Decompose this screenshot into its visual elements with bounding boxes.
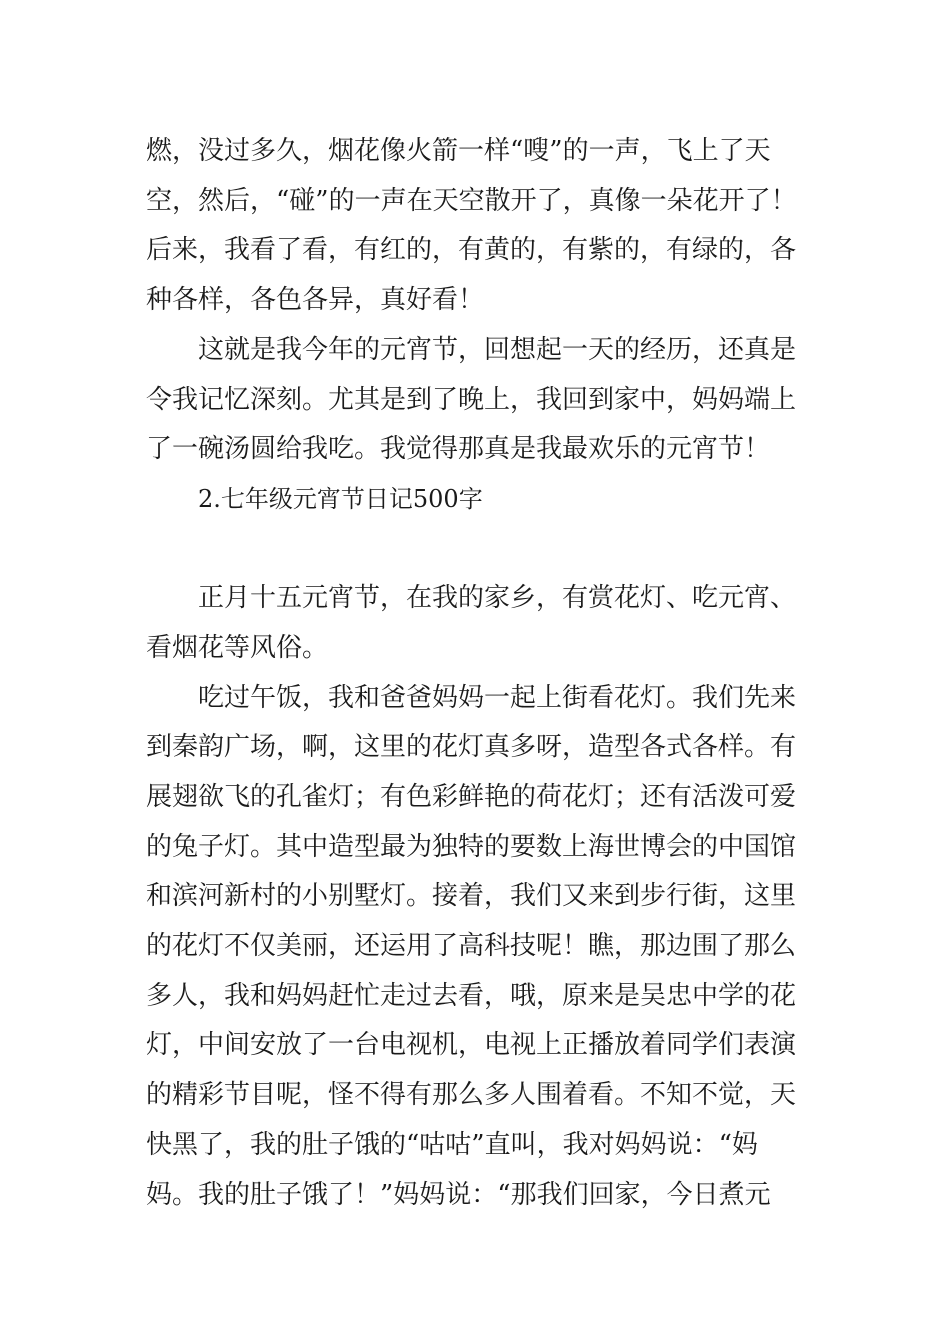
- text-line: 吃过午饭，我和爸爸妈妈一起上街看花灯。我们先来: [198, 683, 797, 713]
- text-line: 令我记忆深刻。尤其是到了晚上，我回到家中，妈妈端上: [146, 385, 797, 415]
- text-line: 空，然后，“碰”的一声在天空散开了，真像一朵花开了！: [146, 186, 797, 216]
- text-line: 的精彩节目呢，怪不得有那么多人围着看。不知不觉，天: [146, 1080, 797, 1110]
- text-line: 这就是我今年的元宵节，回想起一天的经历，还真是: [198, 335, 797, 365]
- text-line: 展翅欲飞的孔雀灯；有色彩鲜艳的荷花灯；还有活泼可爱: [146, 782, 797, 812]
- text-line: 燃，没过多久，烟花像火箭一样“嗖”的一声，飞上了天: [146, 136, 771, 166]
- text-line: 妈。我的肚子饿了！”妈妈说：“那我们回家，今日煮元: [146, 1180, 771, 1210]
- text-line: 灯，中间安放了一台电视机，电视上正播放着同学们表演: [146, 1030, 797, 1060]
- text-line: 到秦韵广场，啊，这里的花灯真多呀，造型各式各样。有: [146, 732, 797, 762]
- text-line: 了一碗汤圆给我吃。我觉得那真是我最欢乐的元宵节！: [146, 434, 771, 464]
- text-line: 和滨河新村的小别墅灯。接着，我们又来到步行街，这里: [146, 881, 797, 911]
- text-line: 的花灯不仅美丽，还运用了高科技呢！瞧，那边围了那么: [146, 931, 797, 961]
- text-line: 快黑了，我的肚子饿的“咕咕”直叫，我对妈妈说：“妈: [146, 1130, 758, 1160]
- text-line: 正月十五元宵节，在我的家乡，有赏花灯、吃元宵、: [198, 583, 797, 613]
- text-line: 种各样，各色各异，真好看！: [146, 285, 485, 315]
- text-line: 看烟花等风俗。: [146, 633, 329, 663]
- text-line: 多人，我和妈妈赶忙走过去看，哦，原来是吴忠中学的花: [146, 981, 797, 1011]
- text-line: 的兔子灯。其中造型最为独特的要数上海世博会的中国馆: [146, 832, 797, 862]
- text-line: 后来，我看了看，有红的，有黄的，有紫的，有绿的，各: [146, 235, 797, 265]
- section-heading: 2.七年级元宵节日记500字: [198, 485, 483, 513]
